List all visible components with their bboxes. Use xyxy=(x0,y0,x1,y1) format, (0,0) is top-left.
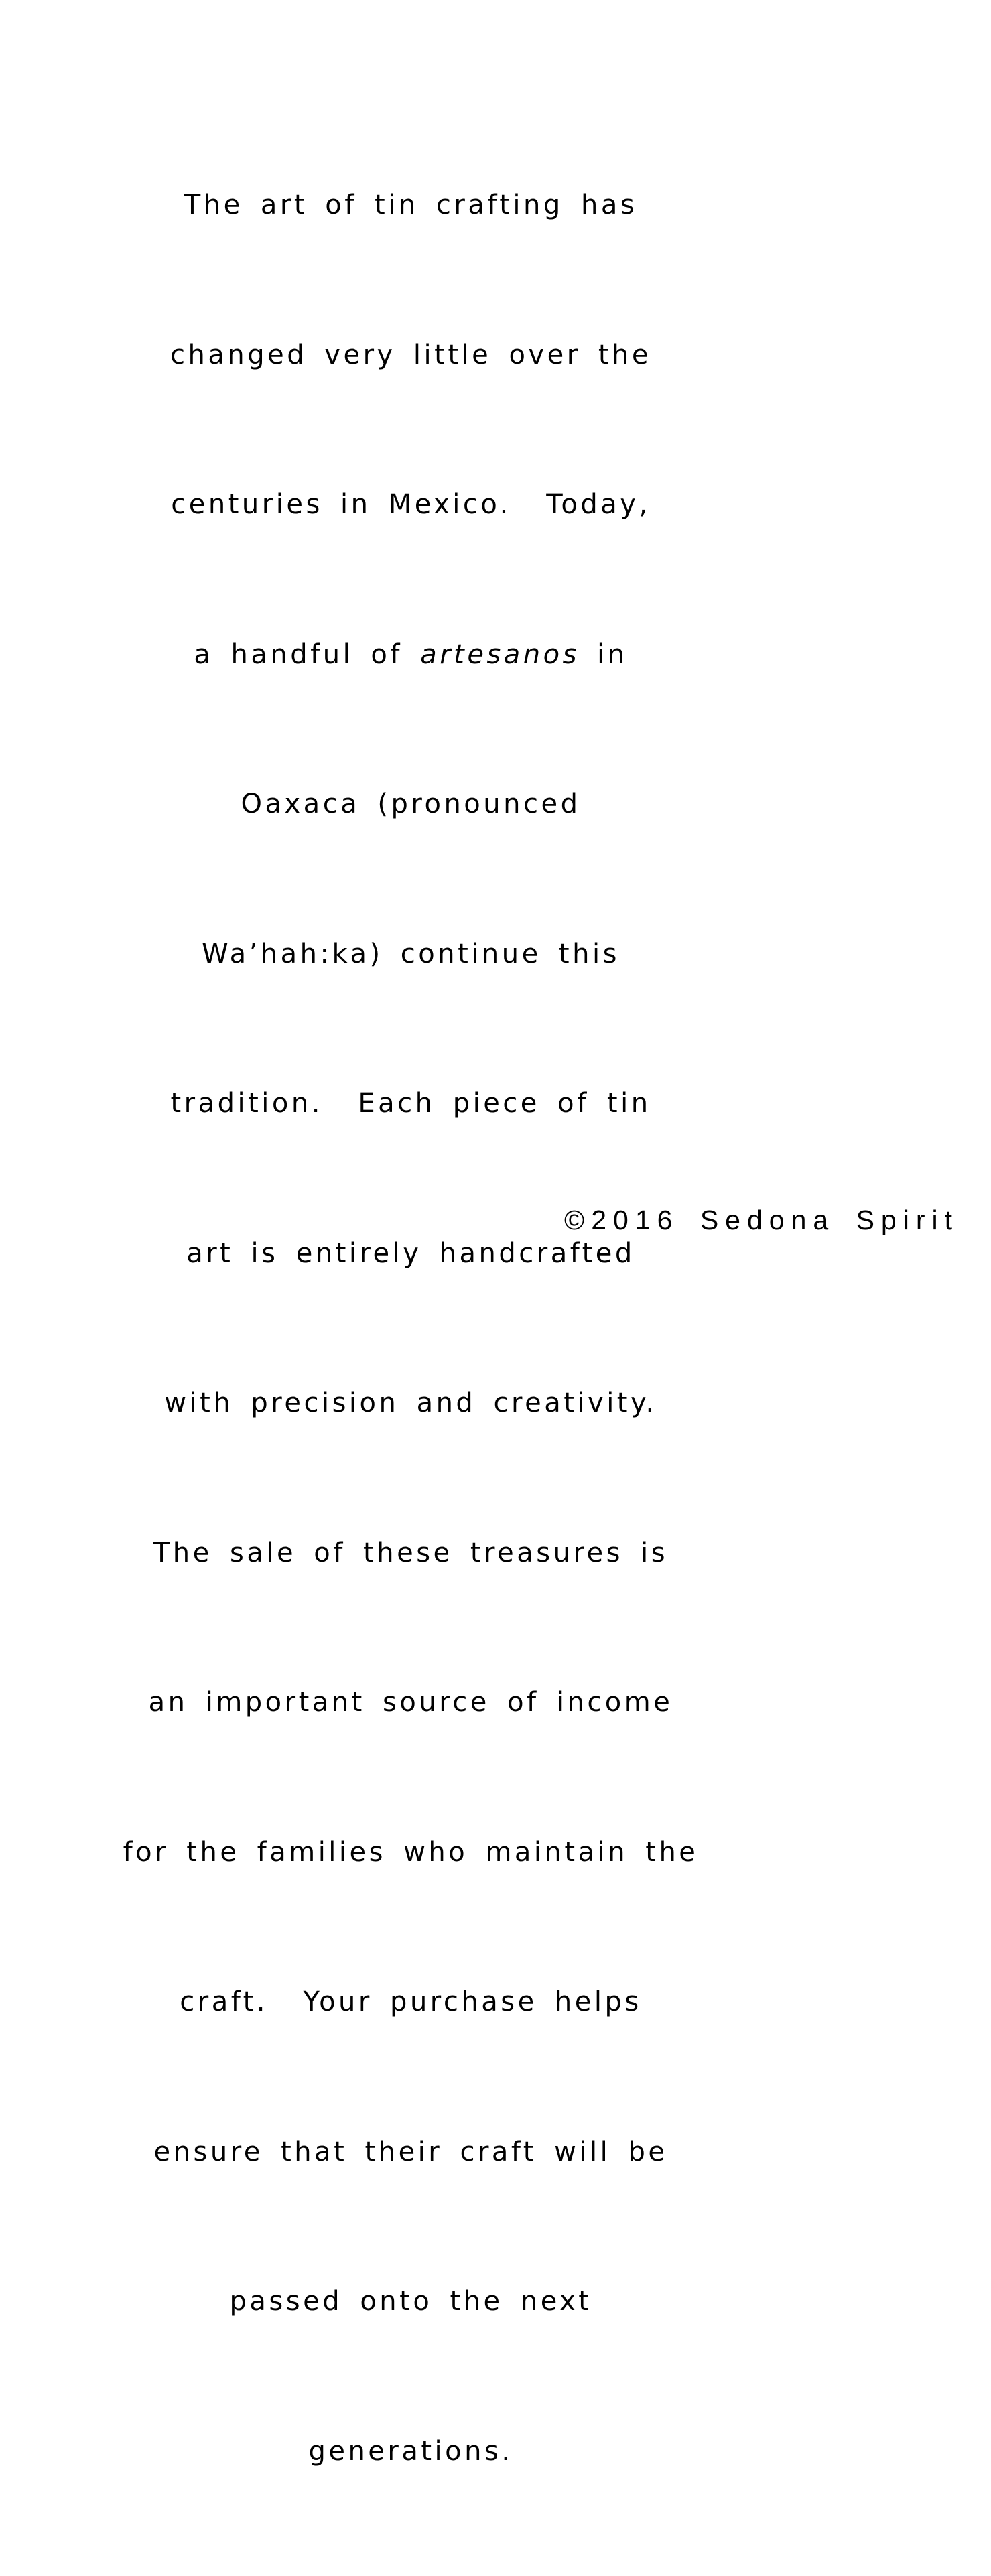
text-segment: a handful of xyxy=(194,638,421,670)
italic-word-artesanos: artesanos xyxy=(420,638,580,670)
text-line: The sale of these treasures is xyxy=(153,1537,669,1568)
text-line xyxy=(32,630,789,680)
text-line: tradition. Each piece of tin xyxy=(170,1088,651,1119)
text-line: Oaxaca (pronounced xyxy=(241,789,581,819)
text-line: generations. xyxy=(308,2435,513,2467)
text-line: for the families who maintain the xyxy=(123,1836,699,1868)
text-line: an important source of income xyxy=(148,1687,673,1718)
text-line: The art of tin crafting has xyxy=(184,190,638,220)
text-line: art is entirely handcrafted xyxy=(186,1237,635,1269)
copyright-line: ©2016 Sedona Spirit xyxy=(564,1205,959,1235)
text-line: ensure that their craft will be xyxy=(153,2136,668,2167)
text-line: with precision and creativity. xyxy=(164,1387,657,1418)
body-text xyxy=(32,80,789,2576)
text-line: centuries in Mexico. Today, xyxy=(171,489,651,520)
text-line: passed onto the next xyxy=(229,2286,592,2317)
text-line: craft. Your purchase helps xyxy=(180,1986,642,2017)
text-line: changed very little over the xyxy=(170,339,651,370)
text-segment: in xyxy=(579,638,628,670)
text-line: Wa’hah:ka) continue this xyxy=(202,938,620,969)
